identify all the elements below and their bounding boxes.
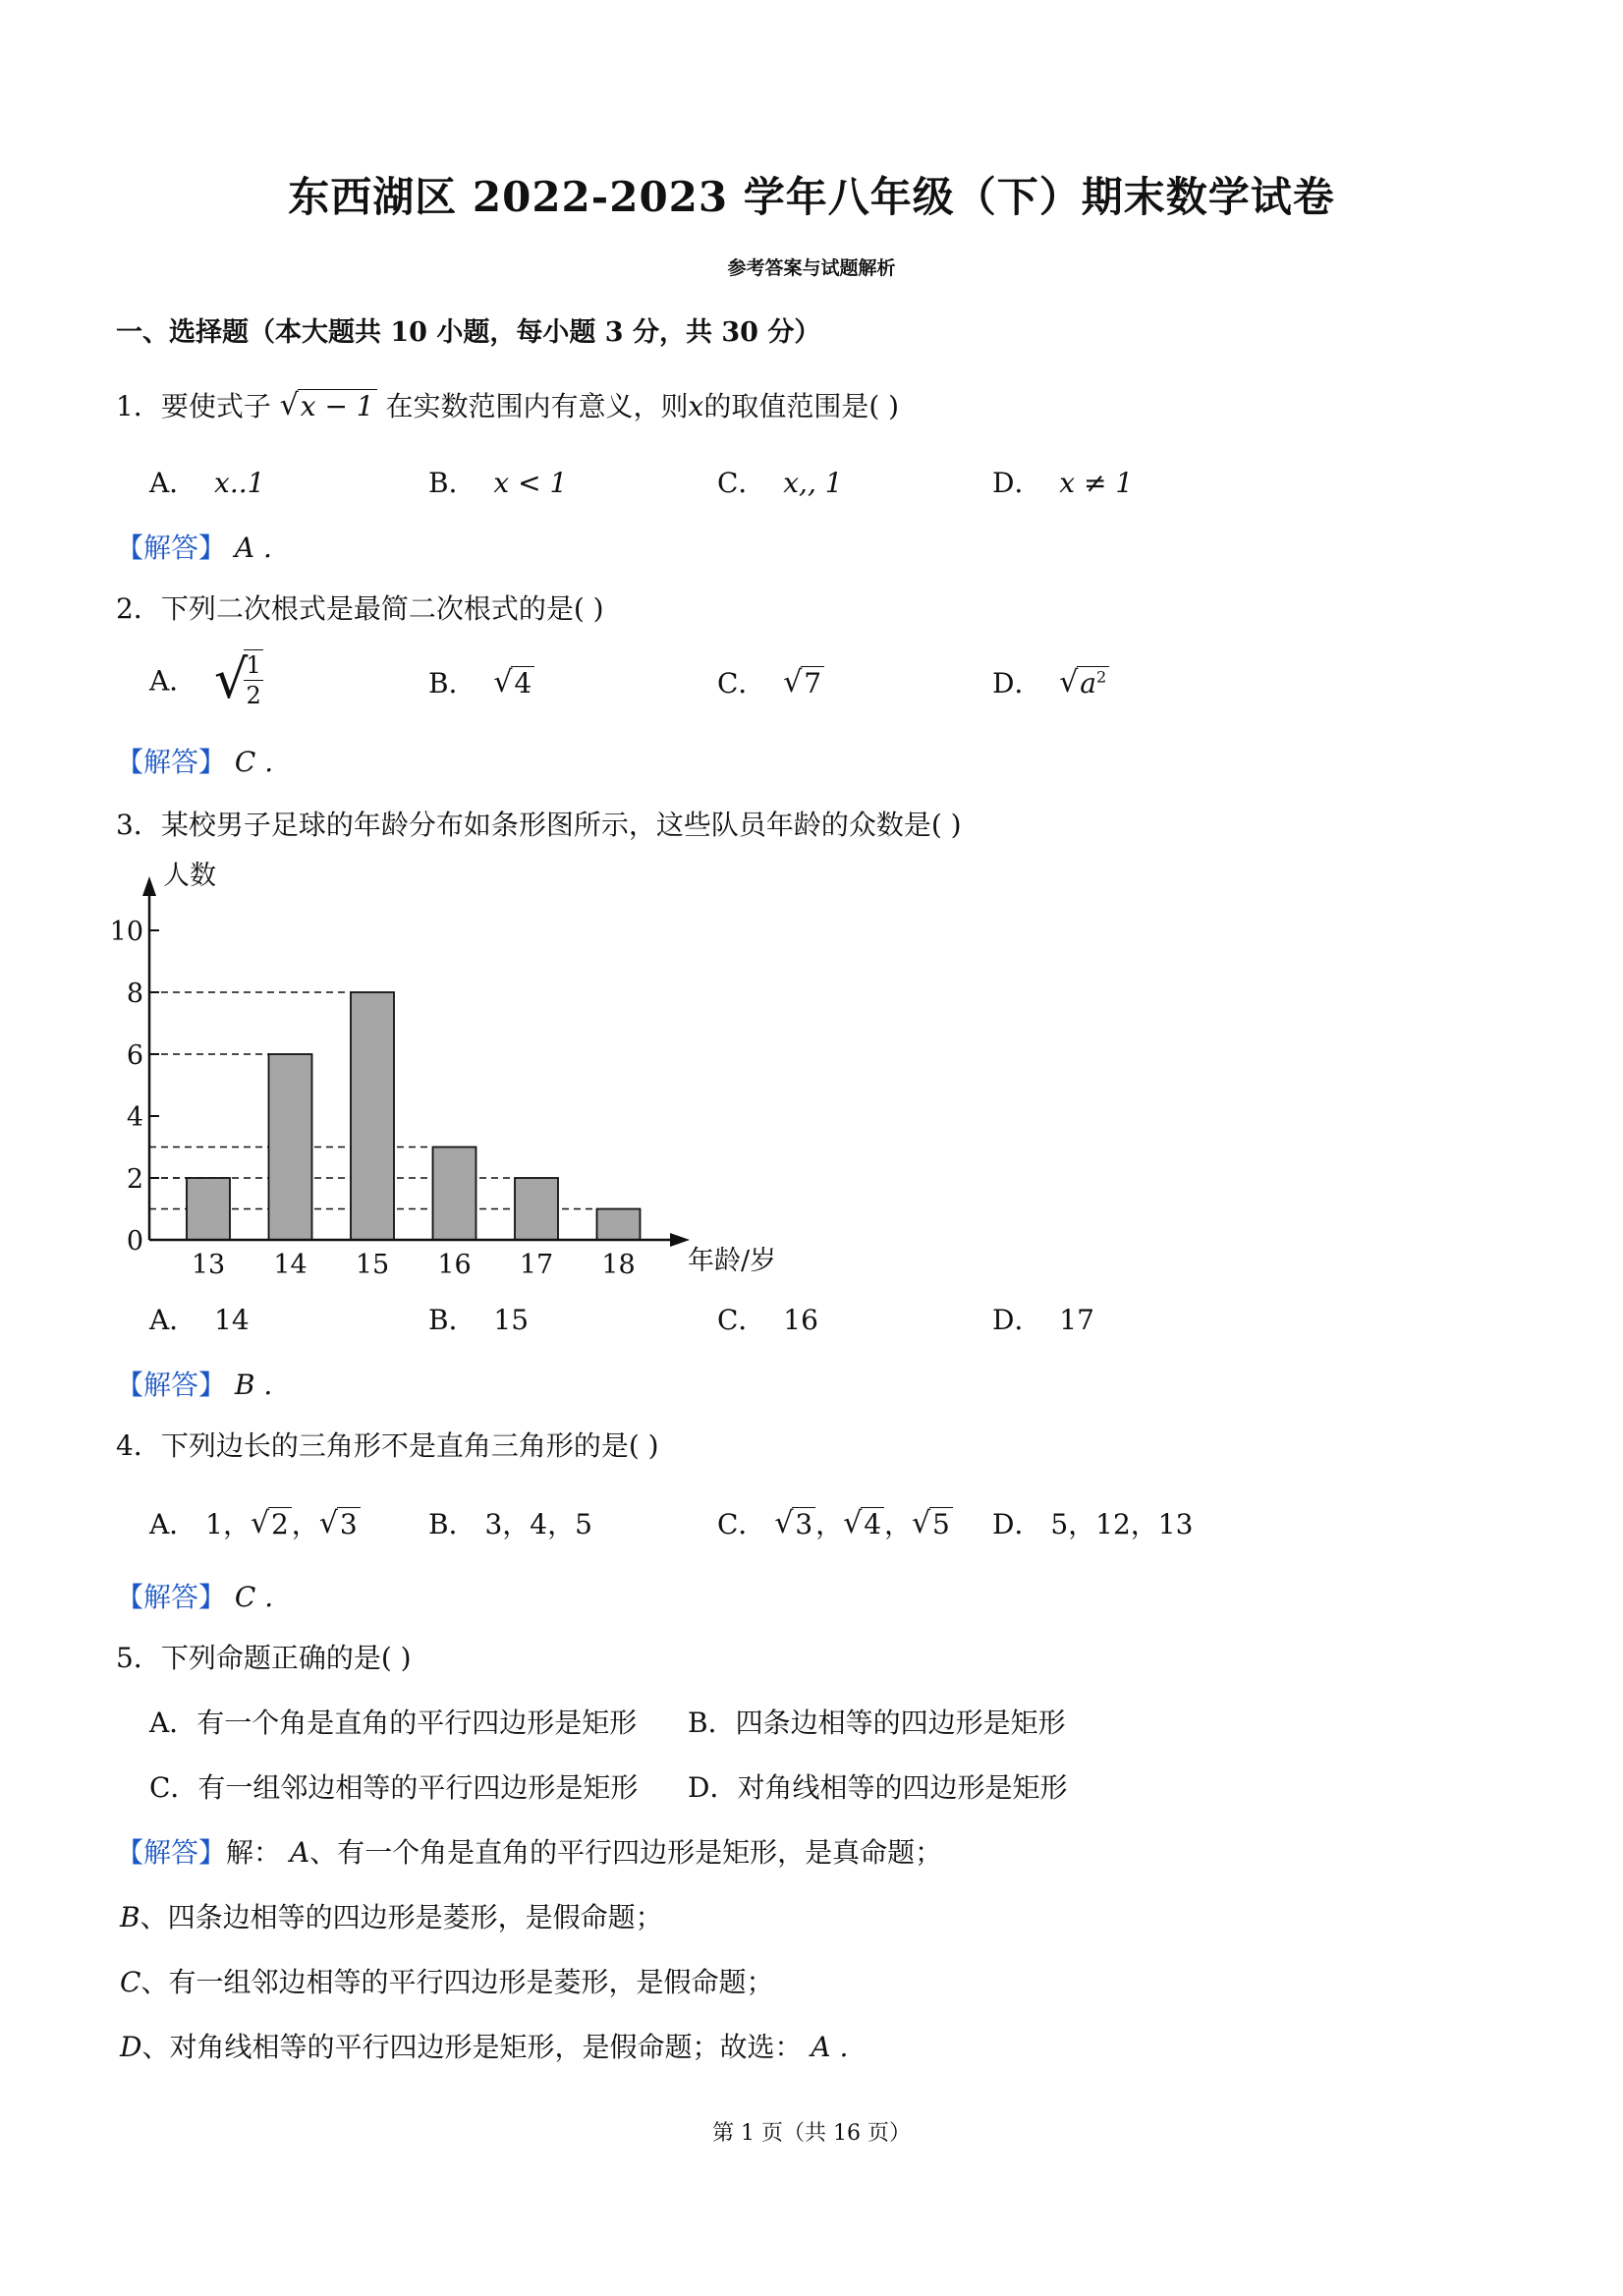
- question-2: 2．下列二次根式是最简二次根式的是( ): [116, 592, 604, 625]
- y-axis-arrow: [142, 876, 156, 896]
- y-tick-label: 4: [126, 1102, 143, 1133]
- q2-option-d: D． √ $a^2$: [992, 662, 1109, 701]
- q1-number: 1．: [116, 390, 161, 422]
- q2-option-b: B． √ 4: [428, 662, 534, 701]
- bar-17: [515, 1178, 558, 1240]
- q4-option-d: D． 5，12，13: [992, 1508, 1194, 1540]
- question-5: 5．下列命题正确的是( ): [116, 1642, 412, 1674]
- bar-16: [433, 1148, 476, 1241]
- y-tick-label: 2: [126, 1164, 143, 1195]
- q1-text-a: 要使式子: [160, 390, 271, 422]
- q1-answer: 【解答】 A .: [116, 532, 272, 564]
- question-4: 4．下列边长的三角形不是直角三角形的是( ): [116, 1429, 659, 1462]
- q4-option-b: B． 3，4，5: [428, 1508, 592, 1540]
- y-tick-label: 0: [126, 1226, 143, 1257]
- y-axis-title: 人数: [163, 861, 216, 891]
- x-tick-label: 15: [355, 1250, 390, 1280]
- x-tick-label: 18: [601, 1250, 636, 1280]
- question-1: [116, 385, 899, 424]
- x-axis-title: 年龄/岁: [688, 1246, 777, 1276]
- question-3: 3．某校男子足球的年龄分布如条形图所示，这些队员年龄的众数是( ): [116, 809, 962, 841]
- q5-answer: 【解答】解： A、有一个角是直角的平行四边形是矩形，是真命题；: [116, 1836, 943, 1869]
- y-tick-label: 8: [126, 979, 143, 1009]
- q5-solution-b: B、四条边相等的四边形是菱形，是假命题；: [120, 1901, 663, 1933]
- q1-text-c: 的取值范围是: [703, 390, 869, 422]
- q4-answer: 【解答】 C .: [116, 1581, 274, 1613]
- bar-13: [187, 1178, 230, 1240]
- q5-option-b: B．四条边相等的四边形是矩形: [688, 1707, 1066, 1739]
- q5-solution-d: D、对角线相等的平行四边形是矩形，是假命题；故选： A .: [120, 2031, 849, 2063]
- x-tick-label: 16: [437, 1250, 472, 1280]
- q2-option-c: C． √ 7: [717, 662, 824, 701]
- age-bar-chart: [108, 855, 815, 1287]
- q4-option-c: C． √ 3 ， √ 4 ， √ 5: [717, 1503, 953, 1542]
- bar-18: [597, 1209, 641, 1241]
- q1-radicand: x − 1: [298, 389, 377, 422]
- q3-option-b: B． 15: [428, 1304, 530, 1336]
- q2-option-a: A． √ $\frac{1}{2}$: [149, 648, 261, 710]
- q1-blank: ( ): [868, 390, 900, 422]
- x-tick-label: 17: [519, 1250, 554, 1280]
- page-subtitle: 参考答案与试题解析: [727, 257, 896, 279]
- q3-option-d: D． 17: [992, 1304, 1094, 1336]
- x-axis-arrow: [670, 1233, 690, 1247]
- bar-14: [269, 1054, 312, 1240]
- q2-answer: 【解答】 C .: [116, 746, 274, 778]
- q3-option-c: C． 16: [717, 1304, 818, 1336]
- q1-option-a: A． x..1: [149, 467, 265, 499]
- y-tick-label: 10: [109, 917, 143, 947]
- q4-option-a: A． 1， √ 2 ， √ 3: [149, 1503, 361, 1542]
- section-heading: 一、选择题（本大题共 10 小题，每小题 3 分，共 30 分）: [116, 317, 821, 348]
- x-tick-label: 14: [273, 1250, 308, 1280]
- q1-text-b: 在实数范围内有意义，则: [385, 390, 689, 422]
- y-tick-label: 6: [126, 1040, 143, 1071]
- bar-15: [351, 992, 394, 1240]
- q5-option-d: D．对角线相等的四边形是矩形: [688, 1771, 1068, 1804]
- q1-sqrt: √ x − 1: [280, 390, 377, 422]
- q3-option-a: A． 14: [149, 1304, 250, 1336]
- q5-option-c: C．有一组邻边相等的平行四边形是矩形: [149, 1771, 639, 1804]
- page-footer: 第 1 页（共 16 页）: [712, 2121, 911, 2146]
- q5-option-a: A．有一个角是直角的平行四边形是矩形: [149, 1707, 638, 1739]
- q1-option-b: B． x < 1: [428, 467, 568, 499]
- q1-var: x: [688, 390, 704, 422]
- q1-option-c: C． x,, 1: [717, 467, 843, 499]
- answer-tag: 【解答】: [116, 532, 227, 564]
- q5-solution-c: C、有一组邻边相等的平行四边形是菱形，是假命题；: [120, 1966, 774, 1998]
- q1-option-d: D． x ≠ 1: [992, 467, 1134, 499]
- page-title: 东西湖区 2022-2023 学年八年级（下）期末数学试卷: [288, 173, 1335, 221]
- q3-answer: 【解答】 B .: [116, 1369, 273, 1401]
- x-tick-label: 13: [191, 1250, 226, 1280]
